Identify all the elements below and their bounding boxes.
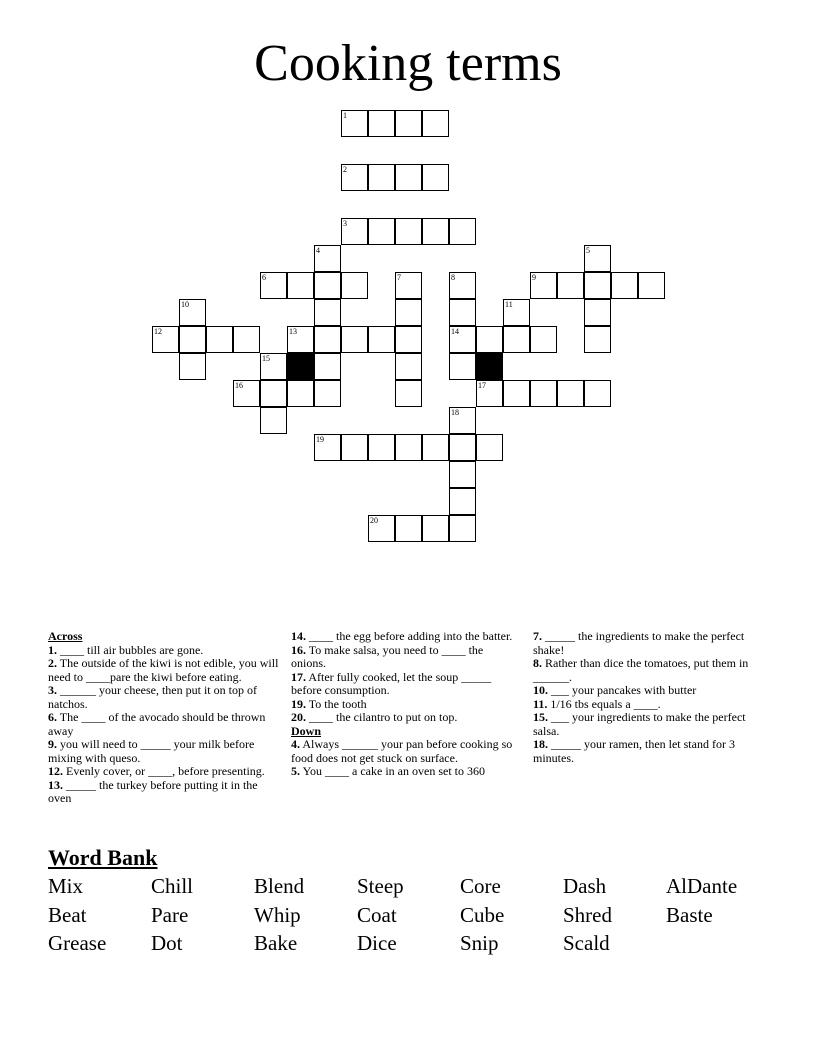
cell-number: 4 — [316, 246, 320, 255]
grid-cell[interactable] — [395, 380, 422, 407]
grid-cell[interactable] — [395, 326, 422, 353]
clue-across-1: 1. ____ till air bubbles are gone. — [48, 642, 204, 657]
clue-down-7: 7. _____ the ingredients to make the perfect shake! — [533, 629, 745, 657]
word-bank-title: Word Bank — [48, 845, 158, 870]
cell-number: 14 — [451, 327, 459, 336]
grid-cell[interactable] — [422, 110, 449, 137]
word-bank-item: Chill — [151, 874, 194, 898]
grid-cell[interactable] — [476, 434, 503, 461]
clue-down-10: 10. ___ your pancakes with butter — [533, 683, 697, 697]
grid-cell[interactable] — [449, 407, 476, 434]
down-heading: Down — [291, 723, 322, 738]
cell-number: 5 — [586, 246, 590, 255]
cell-number: 16 — [235, 381, 243, 390]
grid-cell[interactable] — [584, 299, 611, 326]
grid-cell[interactable] — [260, 353, 287, 380]
grid-cell[interactable] — [611, 272, 638, 299]
grid-cell[interactable] — [449, 515, 476, 542]
grid-cell[interactable] — [368, 515, 395, 542]
grid-cell[interactable] — [260, 272, 287, 299]
grid-cell[interactable] — [314, 434, 341, 461]
grid-cell[interactable] — [557, 380, 584, 407]
word-bank-item: Whip — [254, 903, 301, 927]
grid-block-cell — [287, 353, 314, 380]
grid-cell[interactable] — [422, 434, 449, 461]
grid-cell[interactable] — [449, 326, 476, 353]
clue-across-16: 16. To make salsa, you need to ____ the onions. — [291, 642, 484, 670]
grid-cell[interactable] — [179, 326, 206, 353]
grid-cell[interactable] — [395, 164, 422, 191]
grid-cell[interactable] — [638, 272, 665, 299]
cell-number: 9 — [532, 273, 536, 282]
word-bank-item: Dash — [563, 874, 607, 898]
clue-across-17: 17. After fully cooked, let the soup _____ before consumption. — [291, 669, 492, 697]
grid-cell[interactable] — [314, 272, 341, 299]
clue-across-12: 12. Evenly cover, or ____, before presenting. — [48, 764, 265, 778]
clue-down-11: 11. 1/16 tbs equals a ____. — [533, 696, 661, 711]
grid-cell[interactable] — [341, 110, 368, 137]
grid-cell[interactable] — [314, 326, 341, 353]
grid-cell[interactable] — [206, 326, 233, 353]
grid-cell[interactable] — [422, 164, 449, 191]
word-bank-item: Shred — [563, 903, 612, 927]
grid-cell[interactable] — [368, 218, 395, 245]
grid-cell[interactable] — [395, 434, 422, 461]
page-title: Cooking terms — [254, 35, 562, 92]
clue-down-4: 4. Always ______ your pan before cooking so food does not get stuck on surface. — [291, 737, 513, 765]
cell-number: 8 — [451, 273, 455, 282]
clues-column-3 — [533, 630, 755, 765]
cell-number: 2 — [343, 165, 347, 174]
word-bank-item: Cube — [460, 903, 505, 927]
grid-cell[interactable] — [449, 272, 476, 299]
word-bank-item: Snip — [460, 931, 499, 955]
clue-across-3: 3. ______ your cheese, then put it on top of natchos. — [48, 683, 257, 711]
grid-cell[interactable] — [314, 353, 341, 380]
word-bank-item: Dice — [357, 931, 397, 955]
grid-cell[interactable] — [287, 380, 314, 407]
clue-across-14: 14. ____ the egg before adding into the batter. — [291, 629, 513, 643]
grid-cell[interactable] — [341, 272, 368, 299]
grid-cell[interactable] — [314, 245, 341, 272]
grid-cell[interactable] — [449, 299, 476, 326]
grid-cell[interactable] — [395, 272, 422, 299]
grid-cell[interactable] — [449, 353, 476, 380]
word-bank-item: Baste — [666, 903, 713, 927]
word-bank-item: Pare — [151, 903, 189, 927]
grid-cell[interactable] — [584, 272, 611, 299]
clue-across-6: 6. The ____ of the avocado should be thrown away — [48, 710, 266, 738]
grid-cell[interactable] — [503, 326, 530, 353]
cell-number: 7 — [397, 273, 401, 282]
grid-cell[interactable] — [530, 272, 557, 299]
grid-cell[interactable] — [395, 218, 422, 245]
word-bank-item: Mix — [48, 874, 84, 898]
word-bank-item: Blend — [254, 874, 305, 898]
clue-down-8: 8. Rather than dice the tomatoes, put them in ______. — [533, 656, 749, 684]
grid-cell[interactable] — [395, 515, 422, 542]
grid-cell[interactable] — [341, 164, 368, 191]
across-heading: Across — [48, 629, 83, 643]
clue-across-13: 13. _____ the turkey before putting it in the oven — [48, 777, 258, 805]
word-bank-item: Steep — [357, 874, 404, 898]
grid-cell[interactable] — [530, 326, 557, 353]
grid-cell[interactable] — [449, 434, 476, 461]
grid-cell[interactable] — [233, 326, 260, 353]
cell-number: 11 — [505, 300, 513, 309]
grid-cell[interactable] — [584, 380, 611, 407]
grid-cell[interactable] — [368, 326, 395, 353]
grid-block-cell — [476, 353, 503, 380]
word-bank-item: Grease — [48, 931, 107, 955]
grid-cell[interactable] — [449, 461, 476, 488]
grid-cell[interactable] — [179, 299, 206, 326]
cell-number: 3 — [343, 219, 347, 228]
clues-column-1 — [48, 630, 280, 806]
grid-cell[interactable] — [449, 488, 476, 515]
word-bank-item: Scald — [563, 931, 610, 955]
grid-cell[interactable] — [341, 434, 368, 461]
grid-cell[interactable] — [395, 353, 422, 380]
grid-cell[interactable] — [368, 110, 395, 137]
grid-cell[interactable] — [449, 218, 476, 245]
grid-cell[interactable] — [476, 380, 503, 407]
cell-number: 19 — [316, 435, 324, 444]
grid-cell[interactable] — [530, 380, 557, 407]
cell-number: 15 — [262, 354, 270, 363]
clue-down-15: 15. ___ your ingredients to make the perfect salsa. — [533, 710, 746, 738]
grid-cell[interactable] — [422, 218, 449, 245]
word-bank-item: Core — [460, 874, 501, 898]
clue-across-20: 20. ____ the cilantro to put on top. — [291, 710, 458, 724]
cell-number: 10 — [181, 300, 189, 309]
grid-cell[interactable] — [260, 407, 287, 434]
grid-cell[interactable] — [584, 245, 611, 272]
grid-cell[interactable] — [476, 326, 503, 353]
cell-number: 13 — [289, 327, 297, 336]
clue-down-18: 18. _____ your ramen, then let stand for 3 minutes. — [533, 737, 735, 765]
word-bank-item: Coat — [357, 903, 397, 927]
grid-cell[interactable] — [341, 218, 368, 245]
clues-column-2 — [291, 630, 515, 779]
cell-number: 20 — [370, 516, 378, 525]
clue-across-2: 2. The outside of the kiwi is not edible, you will need to ____pare the kiwi before eating. — [48, 656, 279, 684]
clue-across-19: 19. To the tooth — [291, 696, 367, 711]
grid-cell[interactable] — [260, 380, 287, 407]
grid-cell[interactable] — [503, 380, 530, 407]
cell-number: 18 — [451, 408, 459, 417]
word-bank-item: Dot — [151, 931, 183, 955]
cell-number: 6 — [262, 273, 266, 282]
grid-cell[interactable] — [287, 272, 314, 299]
grid-cell[interactable] — [314, 299, 341, 326]
clue-across-9: 9. you will need to _____ your milk before mixing with queso. — [48, 737, 255, 765]
grid-cell[interactable] — [368, 164, 395, 191]
word-bank-item: Bake — [254, 931, 298, 955]
grid-cell[interactable] — [341, 326, 368, 353]
grid-cell[interactable] — [395, 299, 422, 326]
grid-cell[interactable] — [557, 272, 584, 299]
cell-number: 17 — [478, 381, 486, 390]
word-bank-item: AlDante — [666, 874, 738, 898]
grid-cell[interactable] — [395, 110, 422, 137]
clue-down-5: 5. You ____ a cake in an oven set to 360 — [291, 764, 485, 778]
cell-number: 1 — [343, 111, 347, 120]
grid-cell[interactable] — [233, 380, 260, 407]
grid-cell[interactable] — [152, 326, 179, 353]
cell-number: 12 — [154, 327, 162, 336]
grid-cell[interactable] — [287, 326, 314, 353]
grid-cell[interactable] — [314, 380, 341, 407]
grid-cell[interactable] — [422, 515, 449, 542]
grid-cell[interactable] — [503, 299, 530, 326]
grid-cell[interactable] — [584, 326, 611, 353]
grid-cell[interactable] — [368, 434, 395, 461]
word-bank-item: Beat — [48, 903, 87, 927]
grid-cell[interactable] — [179, 353, 206, 380]
